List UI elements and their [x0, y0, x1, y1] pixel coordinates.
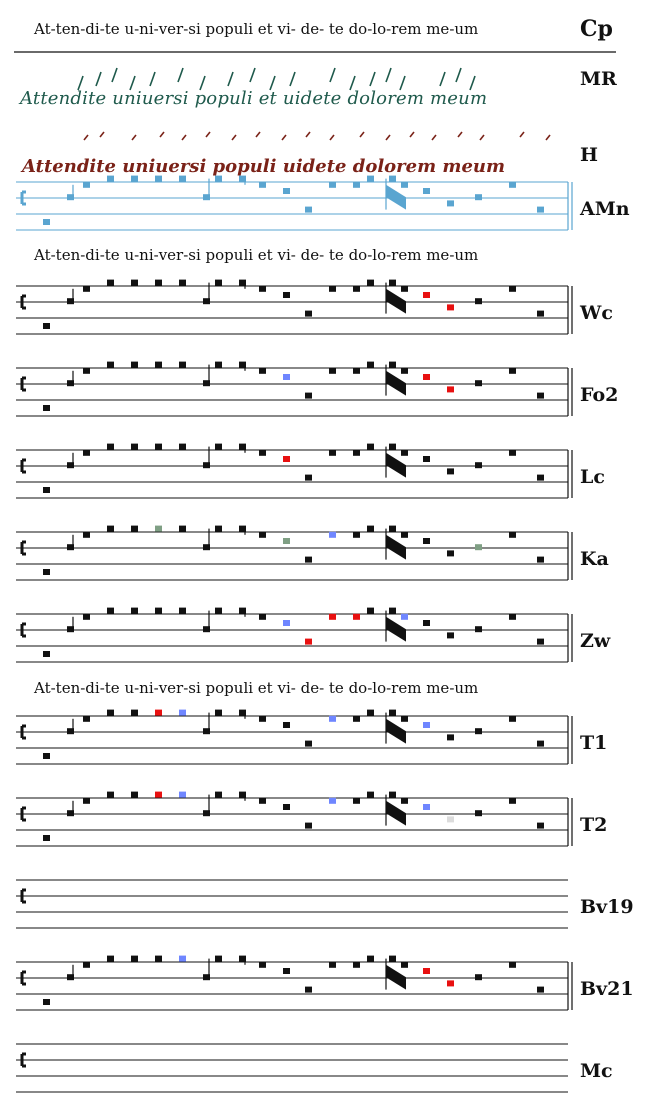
- note: [107, 362, 114, 368]
- note: [283, 538, 290, 544]
- lyric-line-3: At-ten-di-te u-ni-ver-si populi et vi- de- te do-lo-rem me-um: [34, 679, 479, 697]
- note: [475, 194, 482, 200]
- note: [423, 538, 430, 544]
- note: [259, 716, 266, 722]
- note: [509, 286, 516, 292]
- note: [509, 962, 516, 968]
- note: [367, 280, 374, 286]
- note: [329, 798, 336, 804]
- note: [305, 207, 312, 213]
- note: [401, 286, 408, 292]
- note: [131, 362, 138, 368]
- mr-neume: [96, 72, 101, 86]
- note: [215, 526, 222, 532]
- note: [305, 557, 312, 563]
- mr-neume: [228, 72, 233, 86]
- note: [283, 188, 290, 194]
- note: [401, 368, 408, 374]
- note: [83, 716, 90, 722]
- note: [367, 444, 374, 450]
- oblique-neume: [386, 371, 406, 396]
- note: [329, 962, 336, 968]
- note: [259, 368, 266, 374]
- note: [447, 816, 454, 822]
- note: [423, 804, 430, 810]
- note: [537, 823, 544, 829]
- h-neume: [100, 132, 104, 137]
- note: [131, 710, 138, 716]
- note: [447, 386, 454, 392]
- note: [353, 182, 360, 188]
- note: [537, 393, 544, 399]
- note: [475, 544, 482, 550]
- note: [367, 792, 374, 798]
- lyric-line-2: At-ten-di-te u-ni-ver-si populi et vi- de- te do-lo-rem me-um: [34, 246, 479, 264]
- h-neume: [480, 135, 484, 140]
- note: [43, 999, 50, 1005]
- note: [43, 569, 50, 575]
- label-lc: Lc: [580, 466, 605, 488]
- note: [305, 311, 312, 317]
- note: [155, 710, 162, 716]
- note: [329, 368, 336, 374]
- note: [305, 741, 312, 747]
- note: [509, 716, 516, 722]
- note: [537, 557, 544, 563]
- note: [83, 798, 90, 804]
- label-bv19: Bv19: [580, 896, 634, 918]
- note: [179, 608, 186, 614]
- note: [401, 614, 408, 620]
- note: [329, 450, 336, 456]
- note: [423, 188, 430, 194]
- note: [259, 798, 266, 804]
- note: [353, 286, 360, 292]
- note: [155, 362, 162, 368]
- note: [389, 362, 396, 368]
- note: [475, 974, 482, 980]
- note: [131, 280, 138, 286]
- h-neume: [132, 135, 136, 140]
- note: [215, 280, 222, 286]
- note: [537, 207, 544, 213]
- note: [107, 280, 114, 286]
- note: [389, 280, 396, 286]
- oblique-neume: [386, 453, 406, 478]
- h-neume: [206, 132, 210, 137]
- note: [509, 798, 516, 804]
- label-zw: Zw: [580, 630, 611, 652]
- note: [423, 722, 430, 728]
- h-neume: [520, 132, 524, 137]
- note: [509, 532, 516, 538]
- note: [447, 200, 454, 206]
- note: [447, 304, 454, 310]
- h-neume: [256, 132, 260, 137]
- mr-neume: [178, 68, 183, 82]
- note: [401, 716, 408, 722]
- note: [509, 614, 516, 620]
- lyric-header: At-ten-di-te u-ni-ver-si populi et vi- de- te do-lo-rem me-um: [34, 20, 479, 38]
- note: [447, 468, 454, 474]
- note: [43, 835, 50, 841]
- note: [43, 753, 50, 759]
- oblique-neume: [386, 965, 406, 990]
- note: [401, 532, 408, 538]
- note: [43, 651, 50, 657]
- note: [367, 608, 374, 614]
- note: [475, 810, 482, 816]
- note: [447, 632, 454, 638]
- note: [83, 182, 90, 188]
- note: [283, 620, 290, 626]
- mr-neume: [456, 68, 461, 82]
- note: [215, 792, 222, 798]
- note: [475, 728, 482, 734]
- note: [509, 368, 516, 374]
- note: [215, 956, 222, 962]
- oblique-neume: [386, 719, 406, 744]
- note: [259, 182, 266, 188]
- note: [367, 710, 374, 716]
- note: [423, 968, 430, 974]
- note: [475, 380, 482, 386]
- label-mr: MR: [580, 68, 617, 90]
- note: [389, 956, 396, 962]
- h-neume: [282, 135, 286, 140]
- note: [401, 962, 408, 968]
- note: [401, 450, 408, 456]
- note: [131, 956, 138, 962]
- note: [447, 980, 454, 986]
- note: [389, 444, 396, 450]
- note: [131, 608, 138, 614]
- oblique-neume: [386, 617, 406, 642]
- label-h: H: [580, 144, 598, 166]
- note: [155, 526, 162, 532]
- note: [537, 987, 544, 993]
- note: [423, 620, 430, 626]
- note: [389, 526, 396, 532]
- note: [537, 639, 544, 645]
- note: [305, 823, 312, 829]
- note: [537, 311, 544, 317]
- note: [215, 608, 222, 614]
- note: [107, 526, 114, 532]
- note: [43, 323, 50, 329]
- note: [475, 298, 482, 304]
- note: [107, 792, 114, 798]
- note: [509, 182, 516, 188]
- label-t1: T1: [580, 732, 608, 754]
- mr-neume: [112, 68, 117, 82]
- note: [329, 716, 336, 722]
- note: [423, 292, 430, 298]
- page-title: Cp: [580, 16, 613, 42]
- note: [423, 456, 430, 462]
- note: [283, 456, 290, 462]
- h-neume: [360, 132, 364, 137]
- mr-neume: [150, 72, 155, 86]
- h-neume: [432, 135, 436, 140]
- note: [329, 532, 336, 538]
- mr-neume: [440, 72, 445, 86]
- oblique-neume: [386, 535, 406, 560]
- mr-neume: [250, 68, 255, 82]
- h-neume: [458, 132, 462, 137]
- note: [259, 962, 266, 968]
- note: [305, 987, 312, 993]
- note: [155, 444, 162, 450]
- note: [131, 526, 138, 532]
- note: [107, 710, 114, 716]
- note: [215, 362, 222, 368]
- note: [353, 532, 360, 538]
- mr-manuscript-text: Attendite uniuersi populi et uidete dolorem meum: [20, 88, 488, 109]
- note: [283, 374, 290, 380]
- oblique-neume: [386, 801, 406, 826]
- note: [107, 956, 114, 962]
- note: [475, 626, 482, 632]
- note: [447, 550, 454, 556]
- note: [283, 968, 290, 974]
- note: [83, 532, 90, 538]
- note: [389, 710, 396, 716]
- note: [353, 962, 360, 968]
- note: [83, 962, 90, 968]
- note: [401, 182, 408, 188]
- h-neume: [546, 135, 550, 140]
- note: [401, 798, 408, 804]
- note: [353, 798, 360, 804]
- h-neume: [306, 132, 310, 137]
- label-wc: Wc: [580, 302, 613, 324]
- note: [179, 710, 186, 716]
- note: [353, 450, 360, 456]
- h-neume: [386, 135, 390, 140]
- label-mc: Mc: [580, 1060, 613, 1082]
- note: [305, 639, 312, 645]
- note: [353, 716, 360, 722]
- note: [509, 450, 516, 456]
- h-neume: [232, 135, 236, 140]
- note: [43, 487, 50, 493]
- h-neume: [330, 135, 334, 140]
- note: [329, 614, 336, 620]
- note: [389, 608, 396, 614]
- label-t2: T2: [580, 814, 608, 836]
- label-amn: AMn: [580, 198, 630, 220]
- note: [283, 722, 290, 728]
- oblique-neume: [386, 185, 406, 210]
- note: [367, 956, 374, 962]
- note: [283, 804, 290, 810]
- note: [83, 450, 90, 456]
- note: [305, 475, 312, 481]
- note: [155, 956, 162, 962]
- label-bv21: Bv21: [580, 978, 634, 1000]
- note: [179, 956, 186, 962]
- oblique-neume: [386, 289, 406, 314]
- note: [83, 286, 90, 292]
- note: [179, 792, 186, 798]
- h-neume: [84, 135, 88, 140]
- label-fo2: Fo2: [580, 384, 619, 406]
- note: [83, 368, 90, 374]
- h-neume: [410, 132, 414, 137]
- note: [107, 444, 114, 450]
- note: [537, 475, 544, 481]
- note: [353, 614, 360, 620]
- h-neume: [182, 135, 186, 140]
- note: [179, 362, 186, 368]
- mr-neume: [330, 68, 335, 82]
- note: [305, 393, 312, 399]
- note: [259, 450, 266, 456]
- note: [259, 532, 266, 538]
- note: [131, 444, 138, 450]
- note: [179, 526, 186, 532]
- note: [179, 280, 186, 286]
- note: [215, 710, 222, 716]
- note: [43, 219, 50, 225]
- note: [367, 526, 374, 532]
- note: [155, 792, 162, 798]
- note: [283, 292, 290, 298]
- note: [475, 462, 482, 468]
- note: [83, 614, 90, 620]
- note: [389, 792, 396, 798]
- note: [447, 734, 454, 740]
- note: [43, 405, 50, 411]
- mr-neume: [290, 72, 295, 86]
- note: [537, 741, 544, 747]
- note: [329, 182, 336, 188]
- note: [259, 286, 266, 292]
- label-ka: Ka: [580, 548, 609, 570]
- note: [179, 444, 186, 450]
- note: [367, 362, 374, 368]
- note: [215, 444, 222, 450]
- note: [155, 280, 162, 286]
- mr-neume: [370, 72, 375, 86]
- note: [155, 608, 162, 614]
- note: [259, 614, 266, 620]
- note: [107, 608, 114, 614]
- h-neume: [160, 132, 164, 137]
- note: [329, 286, 336, 292]
- note: [131, 792, 138, 798]
- note: [423, 374, 430, 380]
- mr-neume: [386, 68, 391, 82]
- note: [353, 368, 360, 374]
- h-manuscript-text: Attendite uniuersi populi uidete dolorem meum: [22, 156, 506, 177]
